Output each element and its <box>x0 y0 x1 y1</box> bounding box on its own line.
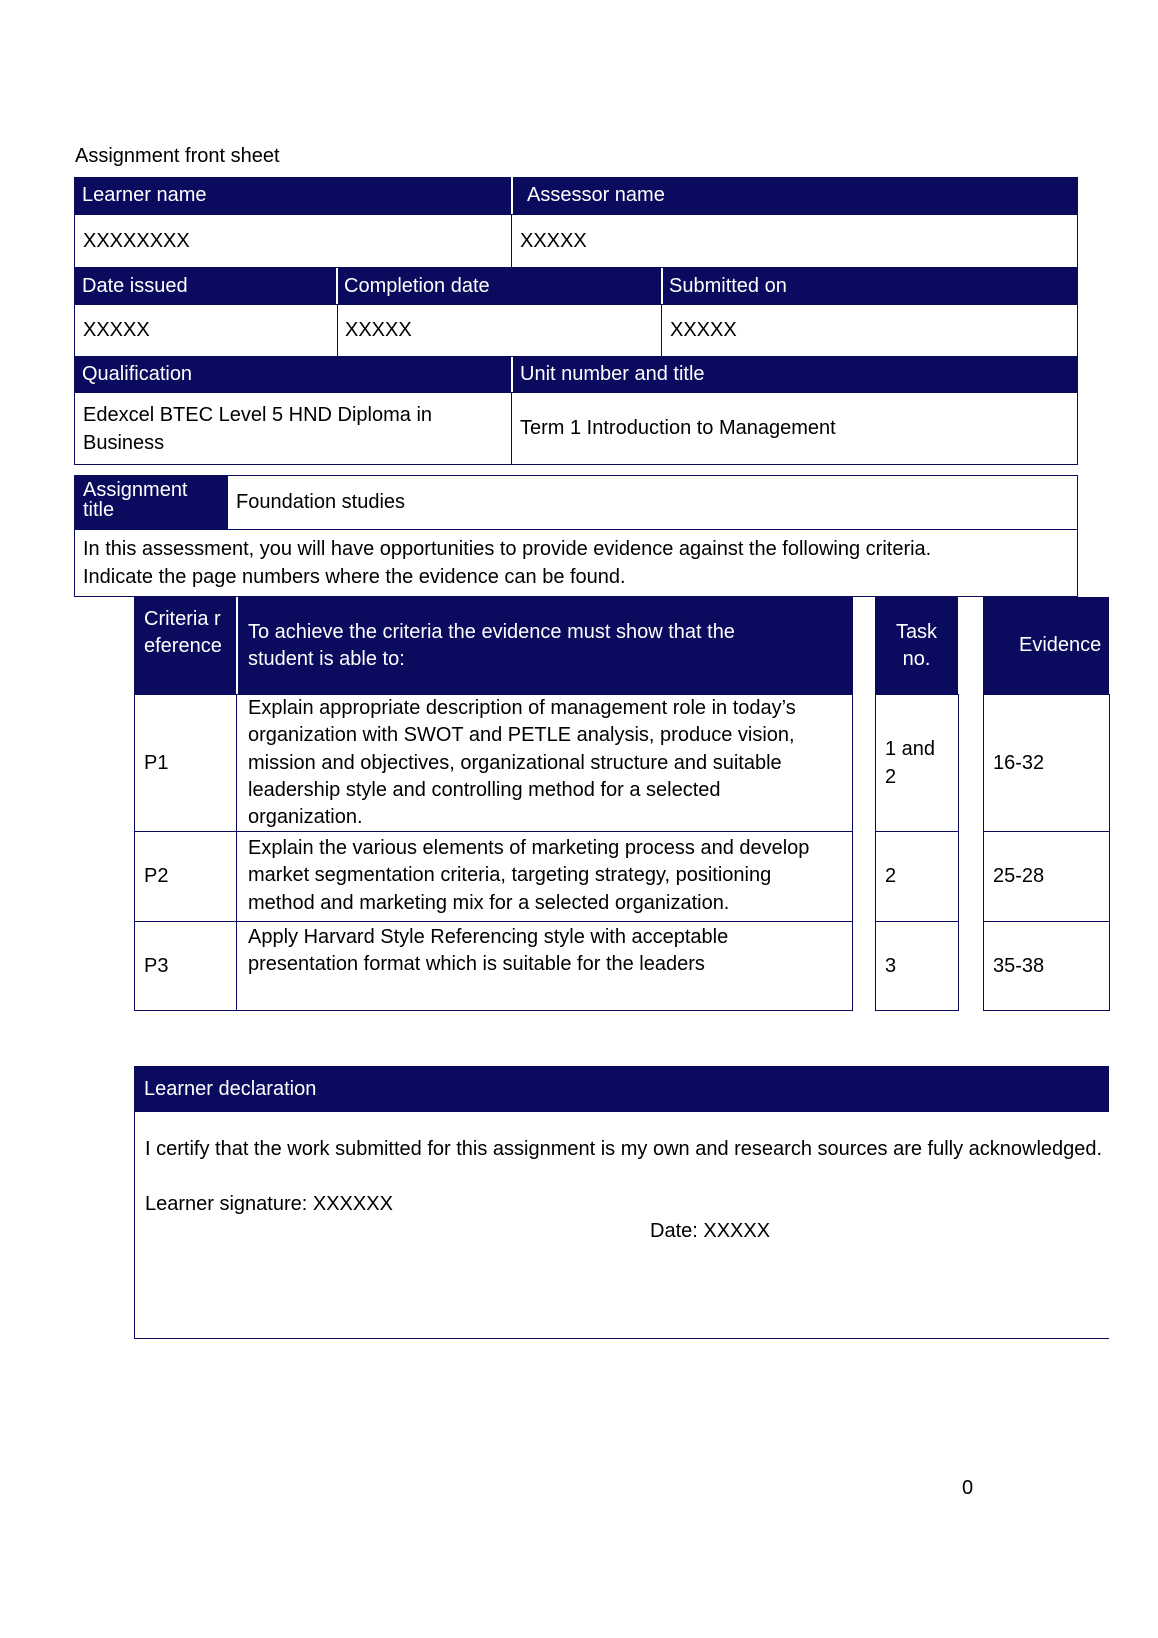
declaration-date: Date: XXXXX <box>650 1220 771 1242</box>
assessor-name-label <box>513 177 1078 214</box>
qualification-text: Edexcel BTEC Level 5 HND Diploma in Business <box>83 403 433 454</box>
divider <box>75 529 1078 530</box>
assignment-title-value <box>228 476 1077 529</box>
learner-name-label <box>74 177 511 214</box>
row-evidence-text: 25-28 <box>993 865 1045 887</box>
learner-name-value <box>74 214 512 268</box>
submitted-on-value <box>661 304 1078 357</box>
row-task <box>885 694 945 832</box>
row-desc: Explain appropriate description of management role in today’s organization with SWOT and PETLE analysis, produce vision, mission and objectives, organizational structure and suitable leadership style and controlling method for a selected organization. <box>248 697 796 829</box>
assessor-name-label-text: Assessor name <box>527 184 665 206</box>
completion-date-text: XXXXX <box>345 319 412 341</box>
task-header-text: Task no. <box>895 620 938 670</box>
completion-date-value <box>337 304 662 357</box>
row-ref-text: P2 <box>144 865 169 887</box>
row-ref <box>144 921 168 1011</box>
row-ref-text: P3 <box>144 954 169 977</box>
declaration-box <box>134 1112 1109 1339</box>
declaration-statement: I certify that the work submitted for this assignment is my own and research sources are fully acknowledged. <box>145 1138 1103 1160</box>
learner-name-text: XXXXXXXX <box>83 229 190 252</box>
submitted-on-label <box>663 268 1078 304</box>
row-ref <box>144 694 168 832</box>
declaration-header-text: Learner declaration <box>144 1077 317 1100</box>
evidence-header <box>983 597 1109 694</box>
unit-text: Term 1 Introduction to Management <box>520 417 836 439</box>
row-task <box>885 921 896 1011</box>
intro-line-1: In this assessment, you will have opportunities to provide evidence against the following criteria. <box>83 538 932 560</box>
assignment-title-text: Foundation studies <box>236 491 406 513</box>
qualification-value <box>74 392 512 465</box>
row-evidence-text: 35-38 <box>993 954 1045 977</box>
date-issued-label-text: Date issued <box>82 274 188 297</box>
row-ref-text: P1 <box>144 751 169 774</box>
submitted-on-label-text: Submitted on <box>669 274 787 297</box>
qualification-label <box>74 356 511 393</box>
evidence-header-text: Evidence <box>1019 634 1102 656</box>
divider <box>236 597 238 694</box>
declaration-header <box>134 1066 1109 1112</box>
row-evidence <box>993 921 1044 1011</box>
row-task-text: 2 <box>885 865 897 887</box>
learner-signature: Learner signature: XXXXXX <box>145 1193 393 1215</box>
unit-value <box>511 392 1078 465</box>
row-task-text: 1 and 2 <box>885 738 936 788</box>
row-evidence <box>993 694 1044 832</box>
task-header <box>875 597 958 694</box>
assignment-title-label <box>75 476 228 529</box>
row-task-text: 3 <box>885 954 897 977</box>
submitted-on-text: XXXXX <box>670 319 737 341</box>
assignment-title-label-text: Assignment title <box>83 479 188 521</box>
assessor-name-value <box>511 214 1078 268</box>
criteria-desc-header-text: To achieve the criteria the evidence must show that the student is able to: <box>248 620 735 670</box>
unit-label <box>513 356 1078 393</box>
row-desc: Explain the various elements of marketing process and develop market segmentation criteria, targeting strategy, positioning method and marketing mix for a selected organization. <box>248 837 810 914</box>
assessor-name-text: XXXXX <box>520 229 587 252</box>
learner-name-label-text: Learner name <box>82 184 207 206</box>
date-issued-value <box>74 304 338 357</box>
criteria-ref-header: Criteria reference <box>144 608 222 657</box>
row-evidence <box>993 831 1044 922</box>
unit-label-text: Unit number and title <box>520 363 705 385</box>
page-title: Assignment front sheet <box>75 145 280 167</box>
row-ref <box>144 831 168 922</box>
date-issued-text: XXXXX <box>83 319 150 341</box>
date-issued-label <box>74 268 336 304</box>
completion-date-label <box>338 268 661 304</box>
page-number: 0 <box>962 1477 974 1499</box>
intro-text <box>75 535 1075 591</box>
row-task <box>885 831 896 922</box>
intro-line-2: Indicate the page numbers where the evidence can be found. <box>83 566 626 588</box>
completion-date-label-text: Completion date <box>344 274 490 297</box>
row-evidence-text: 16-32 <box>993 751 1045 774</box>
row-desc: Apply Harvard Style Referencing style with acceptable presentation format which is suitable for the leaders <box>248 926 729 976</box>
criteria-desc-header <box>248 597 768 694</box>
qualification-label-text: Qualification <box>82 363 193 385</box>
